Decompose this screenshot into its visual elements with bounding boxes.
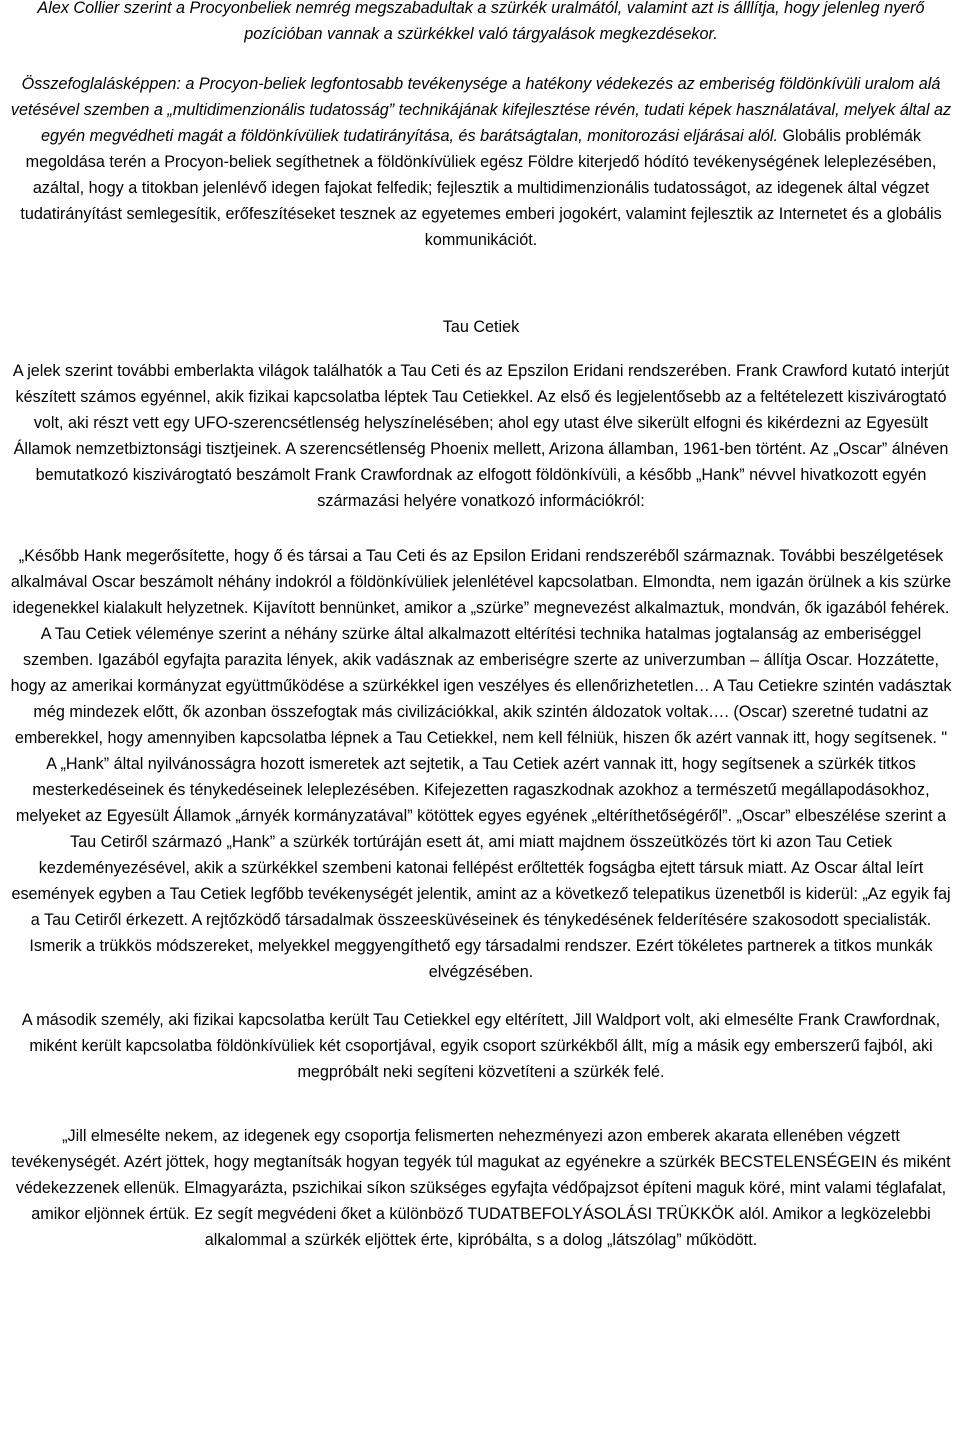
second-person-paragraph: A második személy, aki fizikai kapcsolatba került Tau Cetiekkel egy eltérített, Jill Waldport volt, aki elmesélte Frank Crawfordnak, miként került kapcsolatba földönkívüliek két csoportjával, egyik csoport szürkékből állt, míg a másik egy emberszerű fajból, aki megpróbált neki segíteni közvetíteni a szürkék felé.: [21, 1011, 941, 1081]
hank-quote-paragraph: „Később Hank megerősítette, hogy ő és társai a Tau Ceti és az Epsilon Eridani rendszeréből származnak. További beszélgetések alkalmával Oscar beszámolt néhány indokról a földönkívüliek jelenlétével kapcsolatban. Elmondta, nem igazán örülnek a kis szürke idegenekkel kialakult helyzetnek. Kijavított bennünket, amikor a „szürke” megnevezést alkalmaztuk, mondván, ők igazából fehérek. A Tau Cetiek véleménye szerint a néhány szürke által alkalmazott eltérítési technika hatalmas jogtalanság az emberiséggel szemben. Igazából egyfajta parazita lények, akik vadásznak az emberiségre szerte az univerzumban – állítja Oscar. Hozzátette, hogy az amerikai kormányzat együttműködése a szürkékkel igen veszélyes és ellenőrizhetetlen… A Tau Cetiekre szintén vadásztak még mindezek előtt, ők azonban összefogtak más civilizációkkal, akik szintén áldozatok voltak…. (Oscar) szeretné tudatni az emberekkel, hogy amennyiben kapcsolatba lépnek a Tau Cetiekkel, nem kell félniük, hiszen ők azért vannak itt, hogy segítsenek. ": [10, 547, 952, 747]
section-title: Tau Cetiek: [442, 318, 520, 336]
jill-quote-paragraph: „Jill elmesélte nekem, az idegenek egy csoportja felismerten nehezményezi azon emberek akarata ellenében végzett tevékenységét. Azért jöttek, hogy megtanítsák hogyan tegyék túl magukat az egyénekre a szürkék BECSTELENSÉGEIN és miként védekezzenek ellenük. Elmagyarázta, pszichikai síkon szükséges egyfajta védőpajzsot építeni maguk köré, mint valami téglafalat, amikor eljönnek értük. Ez segít megvédeni őket a különböző TUDATBEFOLYÁSOLÁSI TRÜKKÖK alól. Amikor a legközelebbi alkalommal a szürkék eljöttek érte, kipróbálta, s a dolog „látszólag” működött.: [11, 1127, 951, 1249]
summary-regular-text: Globális problémák megoldása terén a Procyon-beliek segíthetnek a földönkívüliek egész Földre kiterjedő hódító tevékenységének leleplezésében, azáltal, hogy a titokban jelenlévő idegen fajokat felfedik; fejlesztik a multidimenzionális tudatosságot, az idegenek által végzet tudatirányítást semlegesítik, erőfeszítéseket tesznek az egyetemes emberi jogokért, valamint fejlesztik az Internetet és a globális kommunikációt.: [20, 127, 942, 249]
intro-paragraph: Alex Collier szerint a Procyonbeliek nemrég megszabadultak a szürkék uralmától, valamint azt is álllítja, hogy jelenleg nyerő pozícióban vannak a szürkékkel való tárgyalások megkezdésekor.: [37, 0, 925, 43]
frank-crawford-paragraph: A jelek szerint további emberlakta világok találhatók a Tau Ceti és az Epszilon Eridani rendszerében. Frank Crawford kutató interjút készített számos egyénnel, akik fizikai kapcsolatba léptek Tau Cetiekkel. Az első és legjelentősebb az a feltételezett kiszivárogtató volt, aki részt vett egy UFO-szerencsétlenség helyszínelésében; ahol egy utast élve sikerült elfogni és kikérdezni az Egyesült Államok nemzetbiztonsági tisztjeinek. A szerencsétlenség Phoenix mellett, Arizona államban, 1961-ben történt. Az „Oscar” álnéven bemutatkozó kiszivárogtató beszámolt Frank Crawfordnak az elfogott földönkívüli, a később „Hank” névvel hivatkozott egyén származási helyére vonatkozó információkról:: [12, 362, 950, 510]
summary-paragraph: [6, 71, 956, 253]
hank-analysis-paragraph: A „Hank” által nyilvánosságra hozott ismeretek azt sejtetik, a Tau Cetiek azért vannak itt, hogy segítsenek a szürkék titkos mesterkedéseinek és ténykedéseinek leleplezésében. Kifejezetten ragaszkodnak azokhoz a természetű megállapodásokhoz, melyeket az Egyesült Államok „árnyék kormányzatával” kötöttek egyes egyének „eltéríthetőségéről”. „Oscar” elbeszélése szerint a Tau Cetiről származó „Hank” a szürkék tortúráján esett át, ami miatt majdnem összeütközés tört ki azon Tau Cetiek kezdeményezésével, akik a szürkékkel szembeni katonai fellépést erőltették fogságba ejtett társuk miatt. Az Oscar által leírt események egyben a Tau Cetiek legfőbb tevékenységét jelentik, amint az a következő telepatikus üzenetből is kiderül: „Az egyik faj a Tau Cetiről érkezett. A rejtőzködő társadalmak összeesküvéseinek és ténykedésének felderítésére szakosodott specialisták. Ismerik a trükkös módszereket, melyekkel meggyengíthető egy társadalmi rendszer. Ezért tökéletes partnerek a titkos munkák elvégzésében.: [11, 755, 951, 981]
summary-italic-text: Összefoglalásképpen: a Procyon-beliek legfontosabb tevékenysége a hatékony védekezés az emberiség földönkívüli uralom alá vetésével szemben a „multidimenzionális tudatosság” technikájának kifejlesztése révén, tudati képek használatával, melyek által az egyén megvédheti magát a földönkívüliek tudatirányítása, és barátságtalan, monitorozási eljárásai alól.: [10, 75, 952, 145]
